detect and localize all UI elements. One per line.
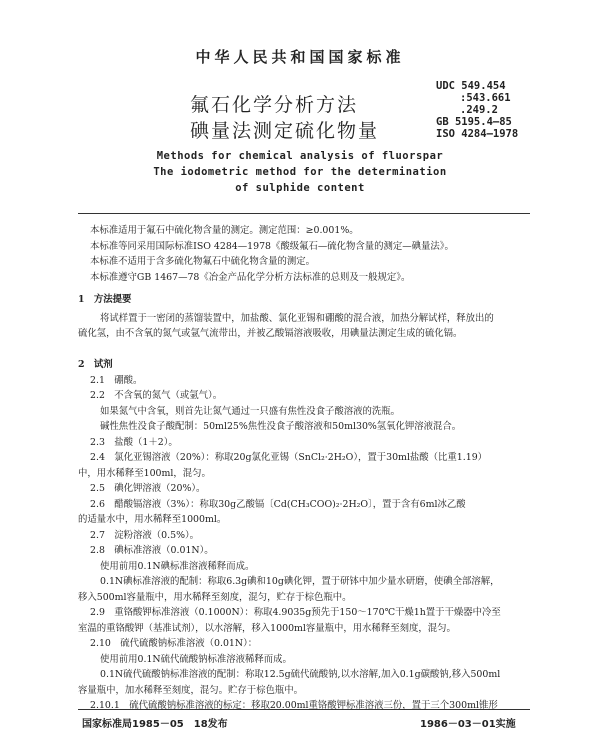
reagent-line: 2.7 淀粉溶液（0.5%）。 — [90, 529, 200, 541]
title-en-line-1: Methods for chemical analysis of fluorspar — [156, 150, 444, 162]
top-divider — [78, 213, 530, 214]
intro-line: 本标准不适用于含多硫化物氟石中硫化物含量的测定。 — [90, 256, 316, 267]
intro-line: 本标准适用于氟石中硫化物含量的测定。测定范围：≥0.001%。 — [90, 225, 359, 236]
reagent-line: 中，用水稀释至100ml，混匀。 — [78, 467, 211, 479]
section-1 — [78, 292, 538, 342]
title-cn-line-2: 碘量法测定硫化物量 — [190, 120, 380, 142]
standard-codes — [436, 80, 518, 140]
reagent-line: 移入500ml容量瓶中，用水稀释至刻度，混匀，贮存于棕色瓶中。 — [78, 591, 352, 603]
iso-code: ISO 4284—1978 — [436, 128, 519, 140]
reagent-line: 0.1N碘标准溶液的配制：称取6.3g碘和10g碘化钾，置于研钵中加少量水研磨，使碘全部溶解， — [100, 576, 500, 587]
reagent-line: 使用前用0.1N硫代硫酸钠标准溶液稀释而成。 — [100, 653, 292, 665]
reagent-line: 0.1N硫代硫酸钠标准溶液的配制：称取12.5g硫代硫酸钠,以水溶解,加入0.1g碳酸钠,移入500ml — [100, 669, 501, 680]
intro-line: 本标准等同采用国际标准ISO 4284—1978《酸级氟石—硫化物含量的测定—碘量法》。 — [90, 240, 454, 252]
section-1-line: 将试样置于一密闭的蒸馏装置中，加盐酸、氯化亚锡和硼酸的混合液，加热分解试样，释放出的 — [100, 312, 494, 324]
reagent-line: 2.5 碘化钾溶液（20%）。 — [90, 483, 206, 494]
reagent-line: 如果氮气中含氧，则首先让氮气通过一只盛有焦性没食子酸溶液的洗瓶。 — [100, 405, 401, 417]
intro-block — [78, 223, 538, 285]
implement-date: 1986－03－01实施 — [420, 719, 516, 730]
section-2 — [78, 357, 538, 714]
reagent-line: 的适量水中，用水稀释至1000ml。 — [78, 514, 227, 525]
gb-code: GB 5195.4—85 — [436, 116, 512, 128]
reagent-line: 室温的重铬酸钾（基准试剂），以水溶解，移入1000ml容量瓶中，用水稀释至刻度，混匀。 — [78, 622, 456, 634]
section-2-heading: 2 试剂 — [78, 359, 113, 370]
udc-code: UDC 549.454 — [436, 80, 506, 92]
section-1-heading: 1 方法提要 — [78, 294, 132, 305]
reagent-line: 容量瓶中，加水稀释至刻度，混匀。贮存于棕色瓶中。 — [78, 684, 304, 696]
title-en-line-3: of sulphide content — [235, 182, 365, 194]
reagent-line: 2.3 盐酸（1＋2）。 — [90, 436, 178, 448]
reagent-line: 使用前用0.1N碘标准溶液稀释而成。 — [100, 560, 255, 572]
issue-date: 国家标准局1985－05 18发布 — [82, 719, 228, 730]
country-standard-heading: 中华人民共和国国家标准 — [195, 48, 405, 66]
reagent-line: 2.2 不含氧的氮气（或氩气）。 — [90, 390, 223, 401]
reagent-line: 2.1 硼酸。 — [90, 374, 143, 386]
section-1-line: 硫化氢，由不含氧的氮气或氩气流带出，并被乙酸镉溶液吸收，用碘量法测定生成的硫化镉。 — [78, 328, 463, 339]
udc-code-part-3: .249.2 — [460, 104, 498, 116]
title-en-line-2: The iodometric method for the determination — [153, 166, 447, 178]
reagent-line: 2.6 醋酸镉溶液（3%）：称取30g乙酸镉〔Cd(CH₃COO)₂·2H₂O〕，置于含有6ml冰乙酸 — [90, 498, 466, 510]
reagent-line: 2.4 氯化亚锡溶液（20%）：称取20g氯化亚锡（SnCl₂·2H₂O），置于30ml盐酸（比重1.19） — [90, 452, 488, 463]
reagent-line: 2.9 重铬酸钾标准溶液（0.1000N）：称取4.9035g预先于150～170℃干燥1h置于干燥器中冷至 — [90, 607, 501, 618]
bottom-divider — [78, 709, 530, 710]
intro-line: 本标准遵守GB 1467—78《冶金产品化学分析方法标准的总则及一般规定》。 — [90, 271, 411, 283]
reagent-line: 2.8 碘标准溶液（0.01N）。 — [90, 545, 214, 556]
udc-code-part-2: :543.661 — [460, 92, 511, 104]
title-cn-line-1: 氟石化学分析方法 — [190, 94, 359, 116]
reagent-line: 碱性焦性没食子酸配制：50ml25%焦性没食子酸溶液和50ml30%氢氧化钾溶液混合。 — [100, 421, 462, 432]
reagent-line: 2.10 硫代硫酸钠标准溶液（0.01N）： — [90, 638, 258, 649]
reagent-list — [78, 373, 538, 714]
reagent-line: 2.10.1 硫代硫酸钠标准溶液的标定：移取20.00ml重铬酸钾标准溶液三份，置于三个300ml锥形 — [90, 700, 498, 711]
